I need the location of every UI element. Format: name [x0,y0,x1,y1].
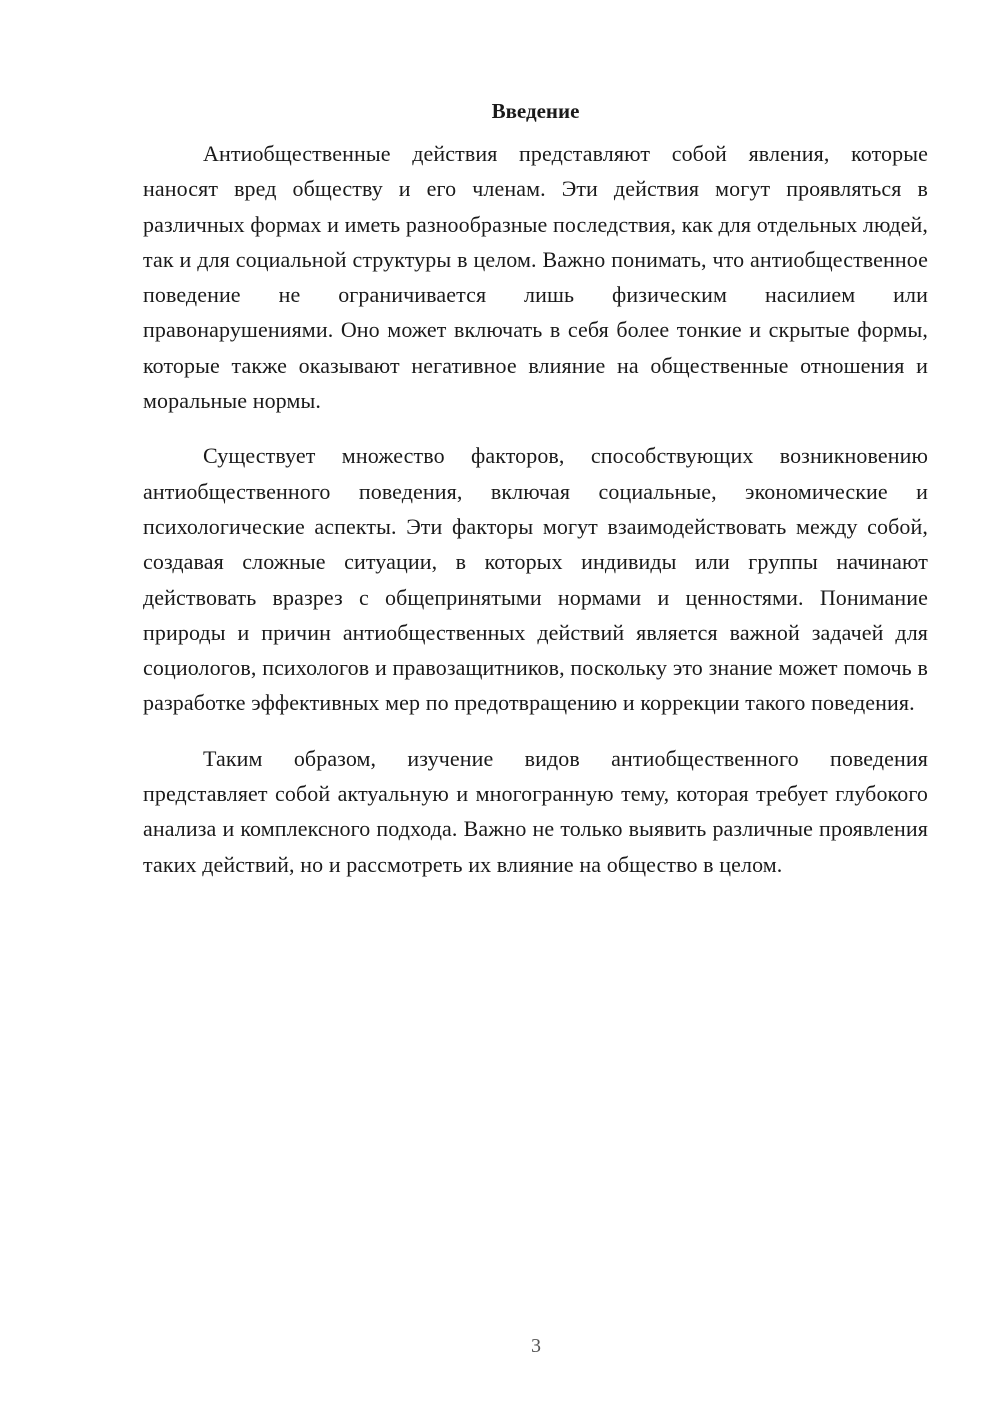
section-title: Введение [491,99,580,123]
page-content [143,96,928,902]
page-number: 3 [531,1335,541,1357]
paragraph-2: Существует множество факторов, способствующих возникновению антиобщественного поведения, включая социальные, экономические и психологические аспекты. Эти факторы могут взаимодействовать между собой, создавая сложные ситуации, в которых индивиды или группы начинают действовать вразрез с общепринятыми нормами и ценностями. Понимание природы и причин антиобщественных действий является важной задачей для социологов, психологов и правозащитников, поскольку это знание может помочь в разработке эффективных мер по предотвращению и коррекции такого поведения. [143,443,928,716]
paragraph-1: Антиобщественные действия представляют собой явления, которые наносят вред обществу и его членам. Эти действия могут проявляться в различных формах и иметь разнообразные последствия, как для отдельных людей, так и для социальной структуры в целом. Важно понимать, что антиобщественное поведение не ограничивается лишь физическим насилием или правонарушениями. Оно может включать в себя более тонкие и скрытые формы, которые также оказывают негативное влияние на общественные отношения и моральные нормы. [143,141,928,414]
paragraph-3: Таким образом, изучение видов антиобщественного поведения представляет собой актуальную и многогранную тему, которая требует глубокого анализа и комплексного подхода. Важно не только выявить различные проявления таких действий, но и рассмотреть их влияние на общество в целом. [143,745,928,877]
